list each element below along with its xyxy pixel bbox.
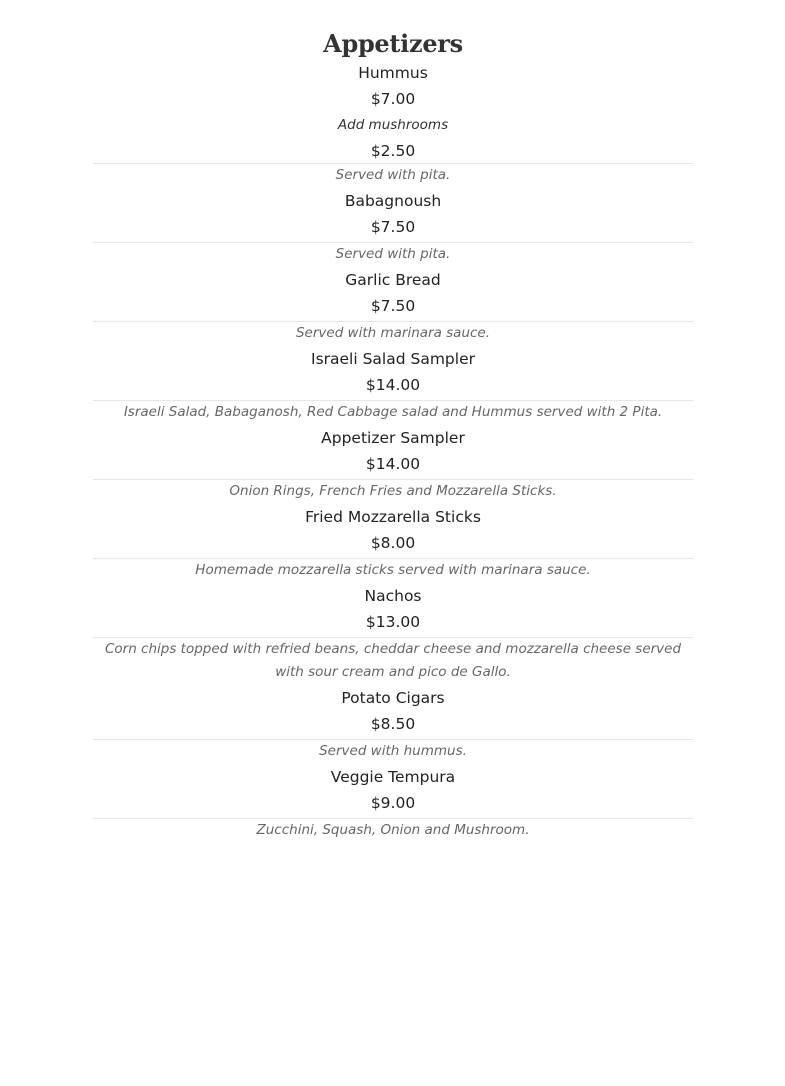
item-description: Served with pita.: [93, 163, 693, 188]
menu-item-veggie-tempura: [93, 764, 693, 843]
item-description: Zucchini, Squash, Onion and Mushroom.: [93, 818, 693, 843]
item-name: Babagnoush: [344, 192, 442, 210]
item-description: Corn chips topped with refried beans, cheddar cheese and mozzarella cheese served with sour cream and pico de Gallo.: [93, 637, 693, 685]
item-description: Served with marinara sauce.: [93, 321, 693, 346]
menu-item-nachos: [93, 583, 693, 685]
item-price: $13.00: [365, 613, 421, 631]
item-price: $14.00: [365, 455, 421, 473]
item-description: Onion Rings, French Fries and Mozzarella Sticks.: [93, 479, 693, 504]
menu-item-hummus: [93, 60, 693, 188]
appetizers-menu: [93, 28, 693, 843]
menu-item-israeli-salad-sampler: [93, 346, 693, 425]
item-description: Israeli Salad, Babaganosh, Red Cabbage salad and Hummus served with 2 Pita.: [93, 400, 693, 425]
item-name: Hummus: [358, 64, 428, 82]
menu-item-babagnoush: [93, 188, 693, 267]
menu-item-fried-mozzarella-sticks: [93, 504, 693, 583]
item-price: $7.00: [370, 90, 416, 108]
item-addon-price: $2.50: [370, 142, 416, 160]
item-price: $8.50: [370, 715, 416, 733]
menu-item-potato-cigars: [93, 685, 693, 764]
item-name: Israeli Salad Sampler: [311, 350, 475, 368]
item-name: Garlic Bread: [345, 271, 441, 289]
item-description: Served with pita.: [93, 242, 693, 267]
menu-item-appetizer-sampler: [93, 425, 693, 504]
item-name: Fried Mozzarella Sticks: [305, 508, 481, 526]
item-name: Appetizer Sampler: [321, 429, 465, 447]
item-price: $7.50: [370, 218, 416, 236]
item-name: Veggie Tempura: [330, 768, 456, 786]
item-price: $7.50: [370, 297, 416, 315]
item-price: $8.00: [370, 534, 416, 552]
item-price: $9.00: [370, 794, 416, 812]
item-name: Nachos: [364, 587, 422, 605]
item-description: Homemade mozzarella sticks served with marinara sauce.: [93, 558, 693, 583]
item-description: Served with hummus.: [93, 739, 693, 764]
item-name: Potato Cigars: [341, 689, 445, 707]
section-title: Appetizers: [323, 29, 463, 58]
item-price: $14.00: [365, 376, 421, 394]
item-addon-label: Add mushrooms: [337, 117, 449, 133]
menu-item-garlic-bread: [93, 267, 693, 346]
